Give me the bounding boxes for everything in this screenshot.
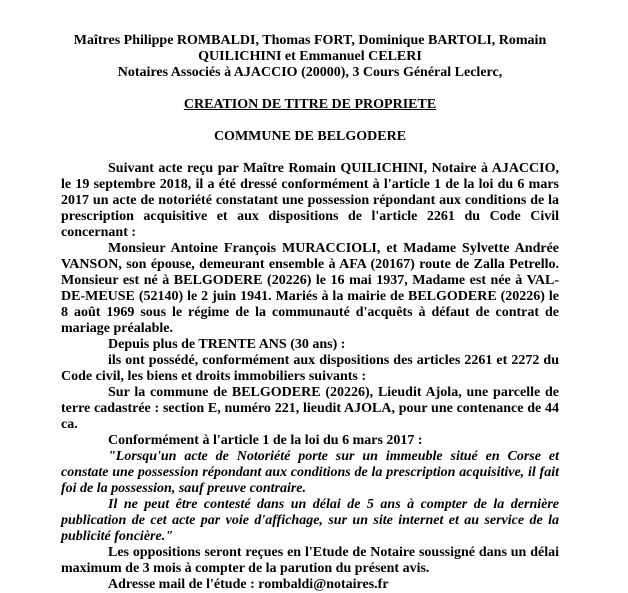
document-title: CREATION DE TITRE DE PROPRIETE	[183, 97, 437, 112]
paragraph-identite-epoux: Monsieur Antoine François MURACCIOLI, et Madame Sylvette Andrée VANSON, son épouse, demeurant ensemble à AFA (20167) route de Zalla Petrello. Monsieur est né à BELGODERE (20226) le 16 mai 1937, Madame est née à VAL-DE-MEUSE (52140) le 2 juin 1941. Mariés à la mairie de BELGODERE (20226) le 8 août 1969 sous le régime de la communauté d'acquêts à défaut de contrat de mariage préalable.	[61, 241, 559, 336]
paragraph-adresse-mail: Adresse mail de l'étude : rombaldi@notaires.fr	[108, 577, 389, 592]
notice-body	[61, 161, 559, 593]
commune-subtitle: COMMUNE DE BELGODERE	[213, 129, 407, 144]
paragraph-possession: ils ont possédé, conformément aux dispositions des articles 2261 et 2272 du Code civil, les biens et droits immobiliers suivants :	[61, 353, 559, 384]
notaries-names-line2: QUILICHINI et Emmanuel CELERI	[198, 49, 422, 64]
paragraph-conformement-loi: Conformément à l'article 1 de la loi du 6 mars 2017 :	[108, 433, 423, 448]
paragraph-citation-loi-1: "Lorsqu'un acte de Notoriété porte sur un immeuble situé en Corse et constate une possession répondant aux conditions de la prescription acquisitive, il fait foi de la possession, sauf preuve contraire.	[61, 449, 559, 496]
paragraph-acte-recu: Suivant acte reçu par Maître Romain QUILICHINI, Notaire à AJACCIO, le 19 septembre 2018, il a été dressé conformément à l'article 1 de la loi du 6 mars 2017 un acte de notoriété constatant une possession répondant aux conditions de la prescription acquisitive et aux dispositions de l'article 2261 du Code Civil concernant :	[61, 161, 559, 240]
paragraph-citation-loi-2: Il ne peut être contesté dans un délai de 5 ans à compter de la dernière publication de cet acte par voie d'affichage, sur un site internet et au service de la publicité foncière."	[61, 497, 559, 544]
notary-office-address: Notaires Associés à AJACCIO (20000), 3 Cours Général Leclerc,	[117, 65, 503, 80]
notaries-names-line1: Maîtres Philippe ROMBALDI, Thomas FORT, Dominique BARTOLI, Romain	[73, 33, 547, 48]
paragraph-trente-ans: Depuis plus de TRENTE ANS (30 ans) :	[108, 337, 346, 352]
notary-office-header	[61, 33, 559, 81]
paragraph-oppositions: Les oppositions seront reçues en l'Etude de Notaire soussigné dans un délai maximum de 3 mois à compter de la parution du présent avis.	[61, 545, 559, 576]
paragraph-parcelle-cadastree: Sur la commune de BELGODERE (20226), Lieudit Ajola, une parcelle de terre cadastrée : section E, numéro 221, lieudit AJOLA, pour une contenance de 44 ca.	[61, 385, 559, 432]
